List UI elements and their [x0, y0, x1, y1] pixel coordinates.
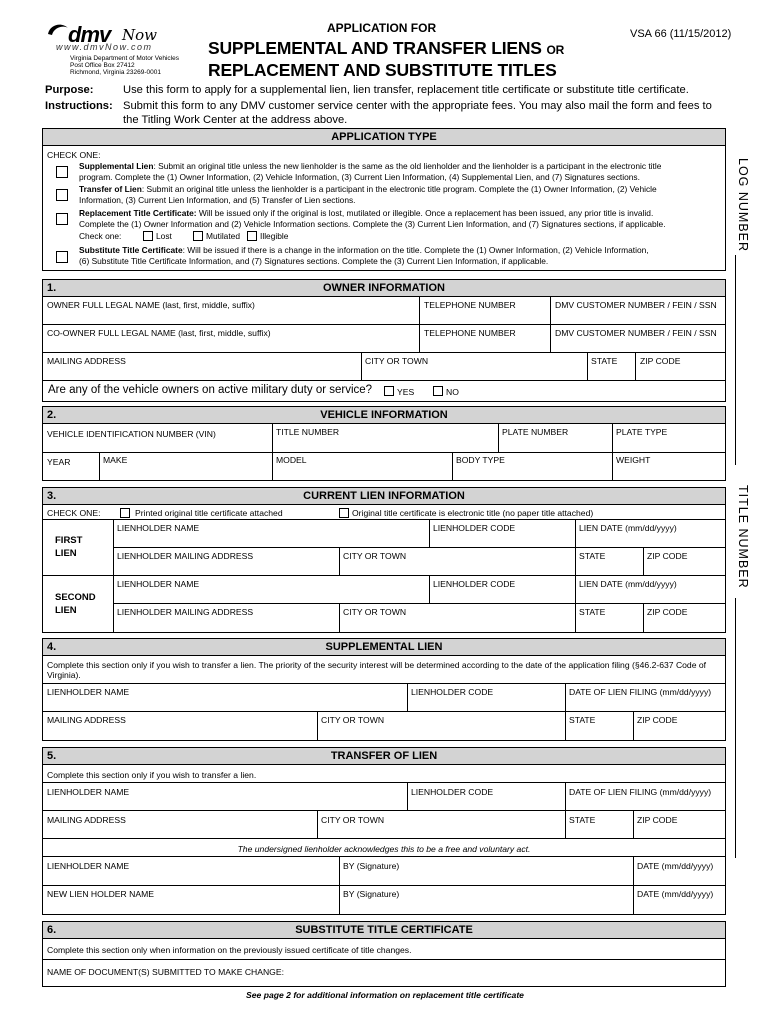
substitute-title-section: [42, 921, 726, 987]
transfer-lienholder-name-sig-field[interactable]: LIENHOLDER NAME: [47, 861, 130, 871]
logo-url: www.dmvNow.com: [56, 42, 153, 52]
lost-checkbox[interactable]: [143, 231, 153, 241]
printed-title-checkbox[interactable]: [120, 508, 130, 518]
military-yes-checkbox[interactable]: [384, 386, 394, 396]
title-number-label: TITLE NUMBER: [736, 485, 750, 589]
second-lien-zip-field[interactable]: ZIP CODE: [647, 607, 688, 617]
lien-check-one-label: CHECK ONE:: [47, 508, 101, 518]
transfer-state-field[interactable]: STATE: [569, 815, 596, 825]
owner-mailing-address-field[interactable]: MAILING ADDRESS: [47, 356, 126, 366]
transfer-acknowledgement: The undersigned lienholder acknowledges this to be a free and voluntary act.: [237, 844, 531, 854]
transfer-lien-text-1: Transfer of Lien: Submit an original title unless the lienholder is a participant in the electronic title program. Complete the (1) Owner Information, (2) Vehicle: [79, 184, 657, 194]
agency-name: Virginia Department of Motor Vehicles: [70, 55, 179, 62]
title-number-field[interactable]: TITLE NUMBER: [276, 427, 340, 437]
dmv-logo: [44, 22, 194, 80]
first-lien-date-field[interactable]: LIEN DATE (mm/dd/yyyy): [579, 523, 677, 533]
transfer-lienholder-date-field[interactable]: DATE (mm/dd/yyyy): [637, 861, 714, 871]
plate-number-field[interactable]: PLATE NUMBER: [502, 427, 569, 437]
new-lienholder-name-field[interactable]: NEW LIEN HOLDER NAME: [47, 889, 154, 899]
owner-header: 1. OWNER INFORMATION: [43, 280, 725, 297]
coowner-name-field[interactable]: CO-OWNER FULL LEGAL NAME (last, first, middle, suffix): [47, 328, 271, 338]
agency-city: Richmond, Virginia 23269-0001: [70, 69, 161, 76]
transfer-city-field[interactable]: CITY OR TOWN: [321, 815, 385, 825]
first-lienholder-code-field[interactable]: LIENHOLDER CODE: [433, 523, 516, 533]
lost-label: Lost: [156, 231, 172, 241]
printed-title-label: Printed original title certificate attached: [135, 508, 283, 518]
transfer-lien-text-2: Information, (3) Current Lien Information, and (5) Transfer of Lien sections.: [79, 195, 356, 205]
form-title-line1: SUPPLEMENTAL AND TRANSFER LIENS OR: [208, 38, 565, 58]
supplemental-note-2: Virginia).: [47, 670, 81, 680]
first-lienholder-mailing-field[interactable]: LIENHOLDER MAILING ADDRESS: [117, 551, 254, 561]
purpose-label: Purpose:: [45, 84, 94, 96]
title-number-line: [735, 598, 736, 858]
first-lien-state-field[interactable]: STATE: [579, 551, 606, 561]
military-no-label: NO: [446, 387, 459, 397]
coowner-phone-field[interactable]: TELEPHONE NUMBER: [424, 328, 516, 338]
transfer-mailing-field[interactable]: MAILING ADDRESS: [47, 815, 126, 825]
make-field[interactable]: MAKE: [103, 455, 128, 465]
body-type-field[interactable]: BODY TYPE: [456, 455, 505, 465]
check-one-lower-label: Check one:: [79, 231, 122, 241]
second-lien-date-field[interactable]: LIEN DATE (mm/dd/yyyy): [579, 579, 677, 589]
transfer-lienholder-code-field[interactable]: LIENHOLDER CODE: [411, 787, 494, 797]
application-type-header: APPLICATION TYPE: [43, 129, 725, 146]
first-lien-label-2: LIEN: [55, 548, 77, 559]
form-title-line2: REPLACEMENT AND SUBSTITUTE TITLES: [208, 60, 557, 80]
second-lienholder-mailing-field[interactable]: LIENHOLDER MAILING ADDRESS: [117, 607, 254, 617]
new-lienholder-date-field[interactable]: DATE (mm/dd/yyyy): [637, 889, 714, 899]
plate-type-field[interactable]: PLATE TYPE: [616, 427, 668, 437]
owner-state-field[interactable]: STATE: [591, 356, 618, 366]
replacement-title-text-1: Replacement Title Certificate: Will be issued only if the original is lost, mutilated or illegible. Once a replacement has been issued, any prior title is invalid.: [79, 208, 654, 218]
supplemental-lien-text-1: Supplemental Lien: Submit an original title unless the new lienholder is the same as the old lienholder and the lienholder is a participant in the electronic title: [79, 161, 662, 171]
log-number-line: [735, 255, 736, 465]
first-lienholder-name-field[interactable]: LIENHOLDER NAME: [117, 523, 200, 533]
supplemental-lien-checkbox[interactable]: [56, 166, 68, 178]
supplemental-note-1: Complete this section only if you wish to transfer a lien. The priority of the security interest will be determined according to the date of the application filing (§46.2-637 Code of: [47, 660, 707, 670]
replacement-title-text-2: Complete the (1) Owner Information and (2) Vehicle Information sections. Complete the (3) Current Lien Information, and (7) Signatures sections, if applicable.: [79, 219, 666, 229]
military-yes-label: YES: [397, 387, 415, 397]
supp-lien-filing-date-field[interactable]: DATE OF LIEN FILING (mm/dd/yyyy): [569, 687, 712, 697]
military-no-checkbox[interactable]: [433, 386, 443, 396]
supp-mailing-field[interactable]: MAILING ADDRESS: [47, 715, 126, 725]
military-question: Are any of the vehicle owners on active military duty or service?: [48, 384, 373, 396]
electronic-title-checkbox[interactable]: [339, 508, 349, 518]
substitute-title-text-1: Substitute Title Certificate: Will be issued if there is a change in the information on the title. Complete the (1) Owner Information, (2) Vehicle Information,: [79, 245, 649, 255]
new-lienholder-signature-field[interactable]: BY (Signature): [343, 889, 400, 899]
supplemental-lien-text-2: program. Complete the (1) Owner Information, (2) Vehicle Information, (3) Current Lien Information, (4) Supplemental Lien, and (7) Signatures sections.: [79, 172, 640, 182]
instructions-text-1: Submit this form to any DMV customer service center with the appropriate fees. You may also mail the form and fees to: [123, 100, 712, 112]
logo-now: Now: [122, 26, 157, 44]
title-or: OR: [546, 43, 565, 57]
transfer-lien-filing-date-field[interactable]: DATE OF LIEN FILING (mm/dd/yyyy): [569, 787, 712, 797]
supp-state-field[interactable]: STATE: [569, 715, 596, 725]
transfer-note: Complete this section only if you wish to transfer a lien.: [47, 770, 257, 780]
year-field[interactable]: YEAR: [47, 457, 71, 467]
vin-field[interactable]: VEHICLE IDENTIFICATION NUMBER (VIN): [47, 429, 216, 439]
transfer-zip-field[interactable]: ZIP CODE: [637, 815, 678, 825]
instructions-text-2: the Titling Work Center at the address above.: [123, 114, 348, 126]
form-code: VSA 66 (11/15/2012): [630, 28, 732, 40]
application-type-section: [42, 128, 726, 271]
owner-phone-field[interactable]: TELEPHONE NUMBER: [424, 300, 516, 310]
second-lienholder-code-field[interactable]: LIENHOLDER CODE: [433, 579, 516, 589]
footer-note: See page 2 for additional information on replacement title certificate: [246, 990, 524, 1000]
substitute-title-header: 6. SUBSTITUTE TITLE CERTIFICATE: [43, 922, 725, 939]
transfer-lienholder-name-field[interactable]: LIENHOLDER NAME: [47, 787, 130, 797]
second-lien-label-1: SECOND: [55, 592, 96, 603]
current-lien-section: [42, 487, 726, 633]
substitute-title-text-2: (6) Substitute Title Certificate Information, and (7) Signatures sections. Complete the (3) Current Lien Information, if applicable.: [79, 256, 549, 266]
owner-section: [42, 279, 726, 402]
transfer-lien-header: 5. TRANSFER OF LIEN: [43, 748, 725, 765]
second-lienholder-name-field[interactable]: LIENHOLDER NAME: [117, 579, 200, 589]
illegible-label: Illegible: [260, 231, 289, 241]
second-lien-state-field[interactable]: STATE: [579, 607, 606, 617]
electronic-title-label: Original title certificate is electronic title (no paper title attached): [352, 508, 594, 518]
application-for: APPLICATION FOR: [327, 21, 437, 35]
owner-customer-number-field[interactable]: DMV CUSTOMER NUMBER / FEIN / SSN: [555, 300, 717, 310]
transfer-lienholder-signature-field[interactable]: BY (Signature): [343, 861, 400, 871]
supp-lienholder-code-field[interactable]: LIENHOLDER CODE: [411, 687, 494, 697]
owner-city-field[interactable]: CITY OR TOWN: [365, 356, 429, 366]
logo-dmv: dmv: [68, 22, 111, 47]
supp-lienholder-name-field[interactable]: LIENHOLDER NAME: [47, 687, 130, 697]
mutilated-label: Mutilated: [206, 231, 240, 241]
supp-zip-field[interactable]: ZIP CODE: [637, 715, 678, 725]
purpose-text: Use this form to apply for a supplemental lien, lien transfer, replacement title certificate or substitute title certificate.: [123, 84, 689, 96]
supplemental-lien-section: [42, 638, 726, 741]
first-lien-city-field[interactable]: CITY OR TOWN: [343, 551, 407, 561]
agency-po-box: Post Office Box 27412: [70, 62, 135, 69]
replacement-title-checkbox[interactable]: [56, 213, 68, 225]
second-lien-city-field[interactable]: CITY OR TOWN: [343, 607, 407, 617]
log-number-label: LOG NUMBER: [736, 158, 750, 253]
first-lien-zip-field[interactable]: ZIP CODE: [647, 551, 688, 561]
supplemental-lien-header: 4. SUPPLEMENTAL LIEN: [43, 639, 725, 656]
owner-zip-field[interactable]: ZIP CODE: [640, 356, 681, 366]
model-field[interactable]: MODEL: [276, 455, 307, 465]
vehicle-header: 2. VEHICLE INFORMATION: [43, 407, 725, 424]
transfer-lien-section: [42, 747, 726, 915]
coowner-customer-number-field[interactable]: DMV CUSTOMER NUMBER / FEIN / SSN: [555, 328, 717, 338]
current-lien-header: 3. CURRENT LIEN INFORMATION: [43, 488, 725, 505]
transfer-lien-checkbox[interactable]: [56, 189, 68, 201]
substitute-title-checkbox[interactable]: [56, 251, 68, 263]
mutilated-checkbox[interactable]: [193, 231, 203, 241]
supp-city-field[interactable]: CITY OR TOWN: [321, 715, 385, 725]
instructions-label: Instructions:: [45, 100, 113, 112]
weight-field[interactable]: WEIGHT: [616, 455, 651, 465]
check-one-label: CHECK ONE:: [47, 150, 101, 160]
illegible-checkbox[interactable]: [247, 231, 257, 241]
substitute-note: Complete this section only when information on the previously issued certificate of title changes.: [47, 945, 412, 955]
vehicle-section: [42, 406, 726, 481]
documents-submitted-field[interactable]: NAME OF DOCUMENT(S) SUBMITTED TO MAKE CHANGE:: [47, 967, 284, 977]
second-lien-label-2: LIEN: [55, 605, 77, 616]
owner-name-field[interactable]: OWNER FULL LEGAL NAME (last, first, middle, suffix): [47, 300, 255, 310]
first-lien-label-1: FIRST: [55, 535, 83, 546]
